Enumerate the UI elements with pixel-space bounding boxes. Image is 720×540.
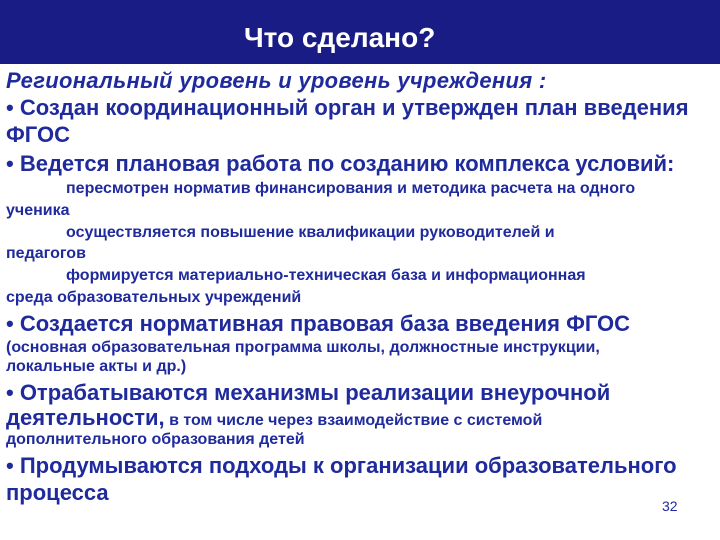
sub-item-2-line-1: осуществляется повышение квалификации руководителей и [66, 224, 555, 241]
bullet-1-line-1: • Создан координационный орган и утвержден план введения [6, 95, 689, 120]
bullet-3-line-3: локальные акты и др.) [6, 358, 187, 375]
bullet-4-line-2 [6, 405, 542, 431]
bullet-5-line-2: процесса [6, 480, 109, 505]
sub-item-3-line-2: среда образовательных учреждений [6, 289, 302, 306]
bullet-3-line-1: • Создается нормативная правовая база введения ФГОС [6, 311, 631, 336]
page-number: 32 [662, 498, 678, 514]
sub-item-3-line-1: формируется материально-техническая база и информационная [66, 267, 586, 284]
bullet-2-line-1: • Ведется плановая работа по созданию комплекса условий: [6, 151, 675, 176]
bullet-4-line-2-lead: деятельности, [6, 405, 165, 430]
bullet-4-line-2-rest: в том числе через взаимодействие с системой [164, 412, 543, 429]
bullet-3-line-2: (основная образовательная программа школы, должностные инструкции, [6, 339, 600, 356]
bullet-5-line-1: • Продумываются подходы к организации образовательного [6, 453, 677, 478]
bullet-4-line-3: дополнительного образования детей [6, 431, 305, 448]
slide-header [0, 0, 720, 64]
slide-title: Что сделано? [244, 22, 436, 53]
bullet-1-line-2: ФГОС [6, 122, 70, 147]
section-subtitle: Региональный уровень и уровень учреждения : [6, 68, 547, 93]
sub-item-1-line-1: пересмотрен норматив финансирования и методика расчета на одного [66, 180, 636, 197]
sub-item-1-line-2: ученика [6, 202, 70, 219]
bullet-4-line-1: • Отрабатываются механизмы реализации внеурочной [6, 380, 611, 405]
sub-item-2-line-2: педагогов [6, 245, 86, 262]
